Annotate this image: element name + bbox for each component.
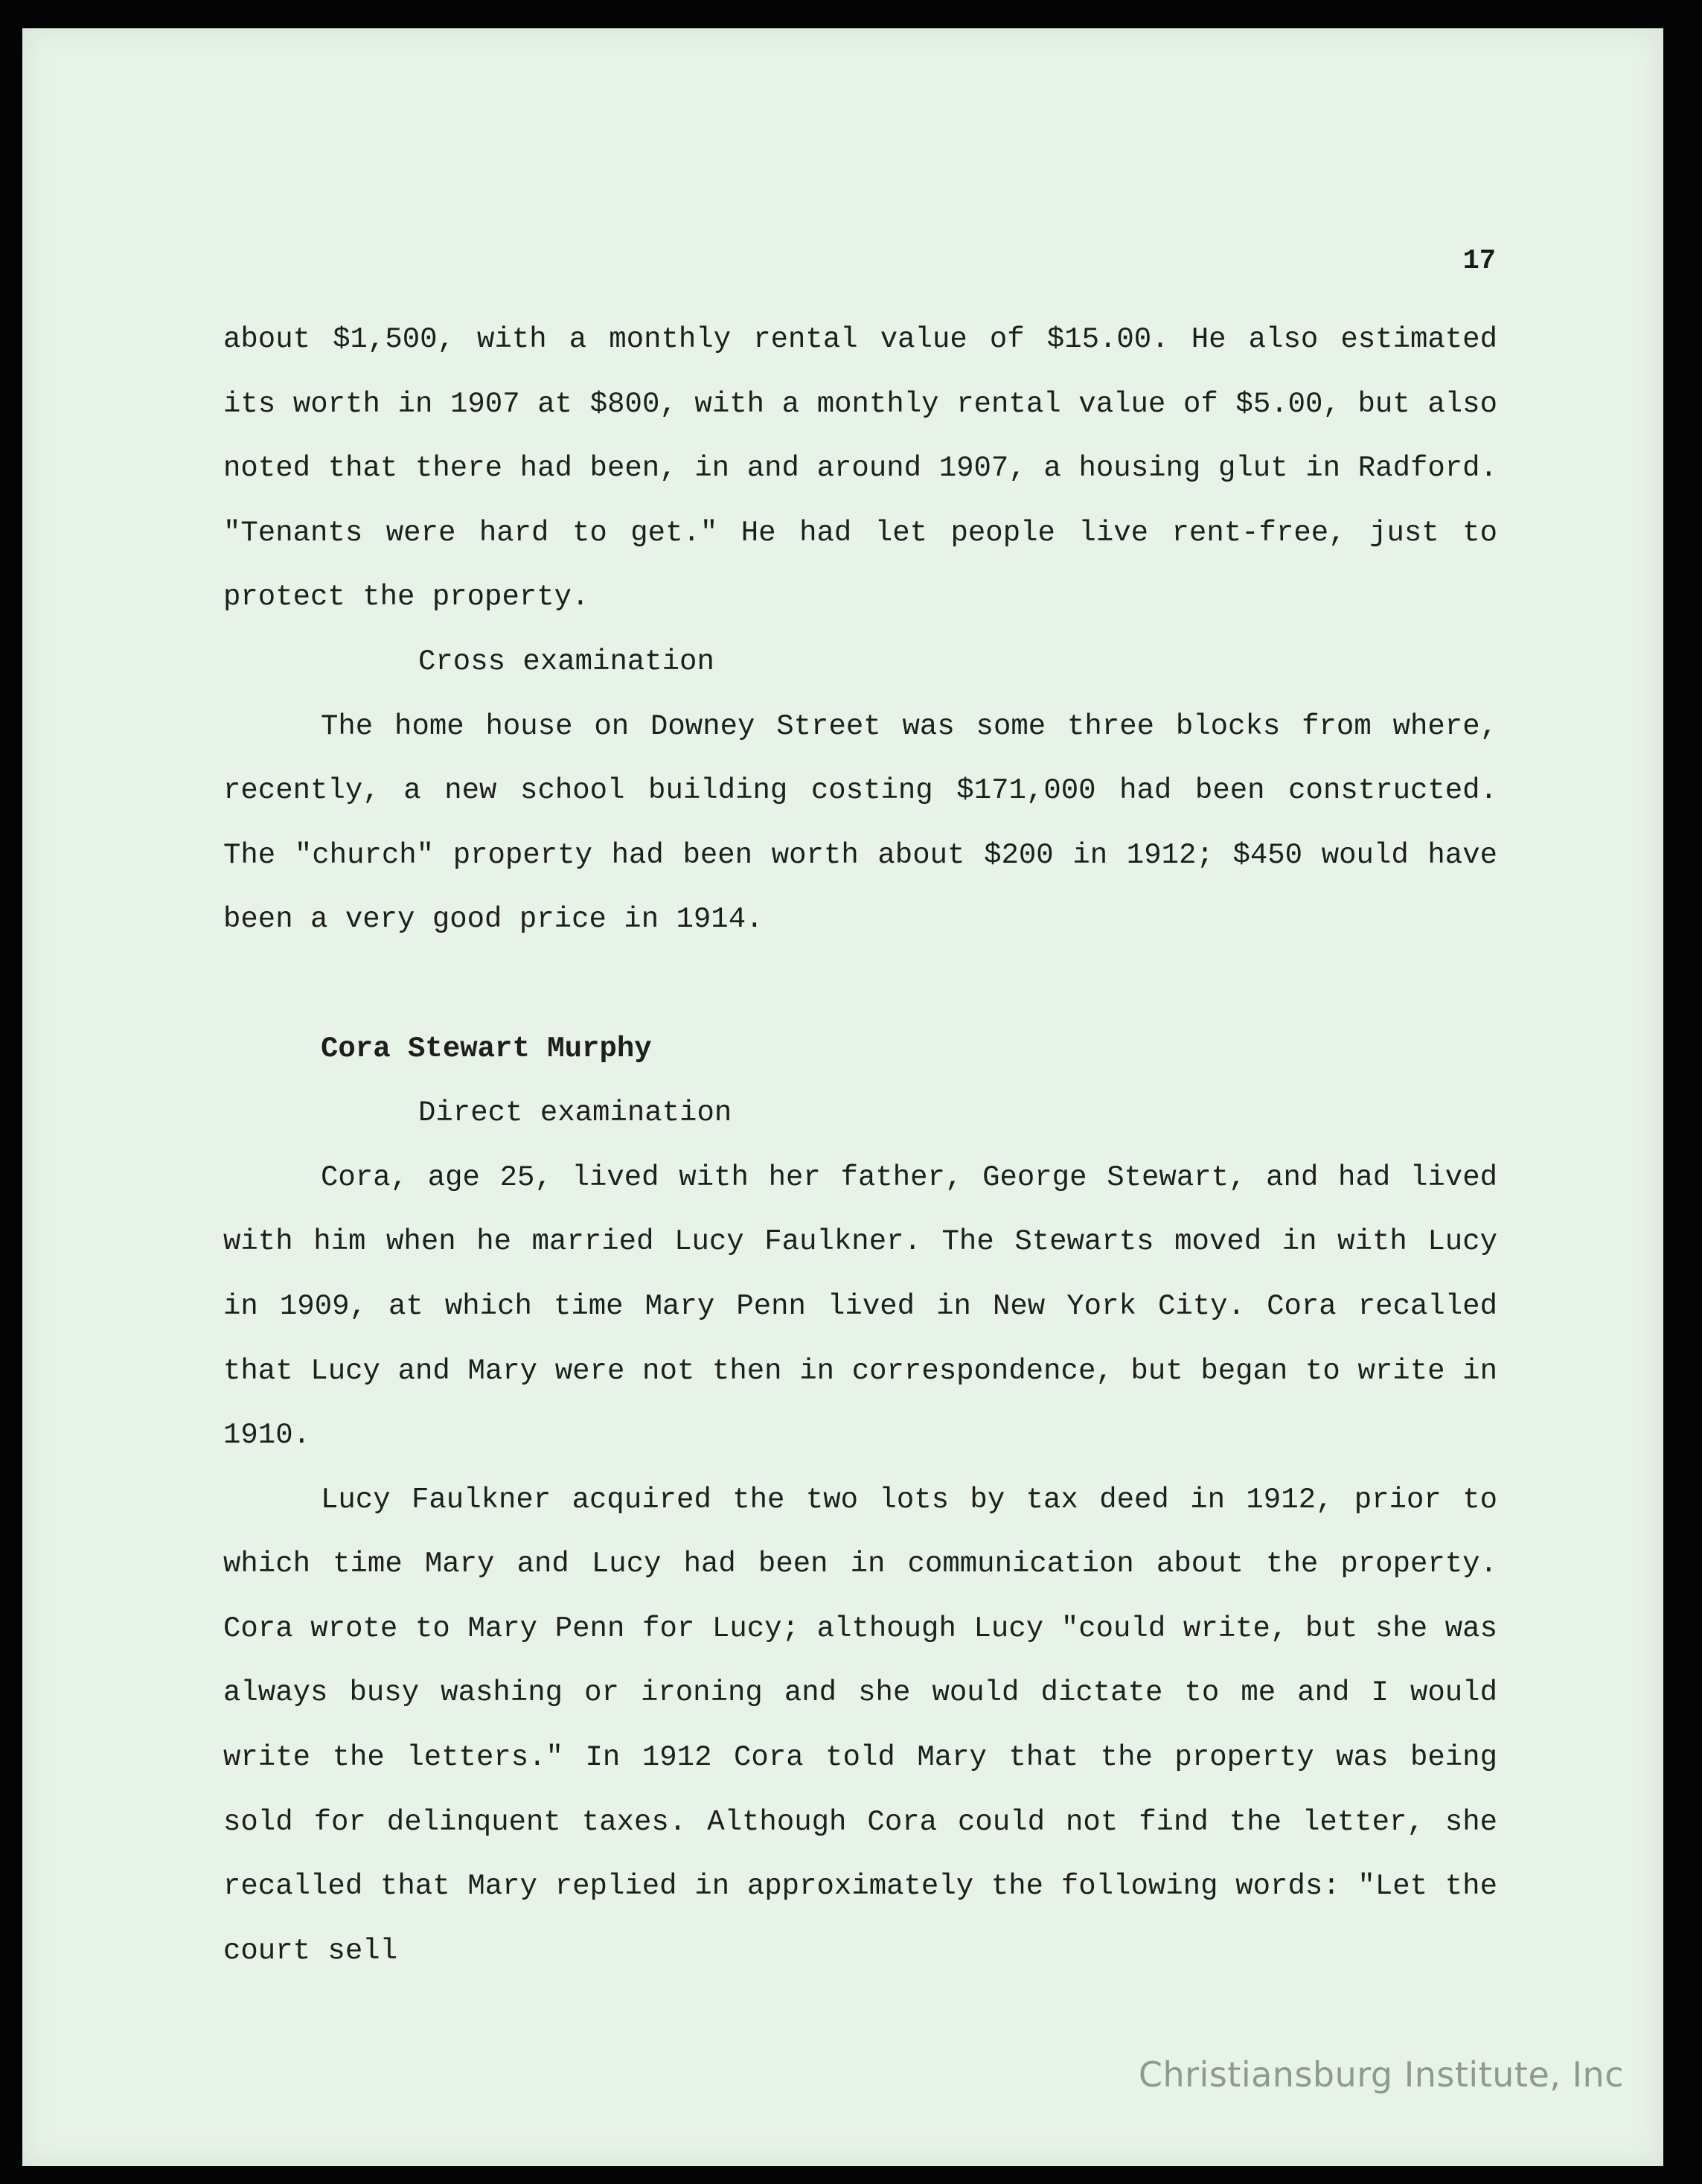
page-number: 17 (1462, 246, 1496, 277)
paragraph-rental-value: about $1,500, with a monthly rental value of $15.00. He also estimated its worth in 1907 at $800, with a monthly rental value of $5.00, but also noted that there had been, in and around 1907, a housing glut in Radford. "Tenants were hard to get." He had let people live rent-free, just to protect the property. (223, 323, 1497, 614)
paragraph-cora-testimony: Cora, age 25, lived with her father, George Stewart, and had lived with him when he married Lucy Faulkner. The Stewarts moved in with Lucy in 1909, at which time Mary Penn lived in New York City. Cora recalled that Lucy and Mary were not then in correspondence, but began to write in 1910. (223, 1160, 1497, 1452)
section-spacer (223, 952, 1497, 1017)
watermark: Christiansburg Institute, Inc (1138, 2054, 1624, 2095)
direct-examination-heading: Direct examination (418, 1096, 732, 1130)
witness-name-heading: Cora Stewart Murphy (321, 1032, 652, 1065)
cross-examination-heading: Cross examination (418, 645, 714, 678)
paragraph-downey-street: The home house on Downey Street was some three blocks from where, recently, a new school building costing $171,000 had been constructed. The "church" property had been worth about $200 in 1912; $450 would have been a very good price in 1914. (223, 709, 1497, 936)
paragraph-tax-deed: Lucy Faulkner acquired the two lots by tax deed in 1912, prior to which time Mary and Lucy had been in communication about the property. Cora wrote to Mary Penn for Lucy; although Lucy "could write, but she was always busy washing or ironing and she would dictate to me and I would write the letters." In 1912 Cora told Mary that the property was being sold for delinquent taxes. Although Cora could not find the letter, she recalled that Mary replied in approximately the following words: "Let the court sell (223, 1483, 1497, 1967)
document-body (223, 307, 1497, 1983)
document-page (22, 28, 1663, 2166)
